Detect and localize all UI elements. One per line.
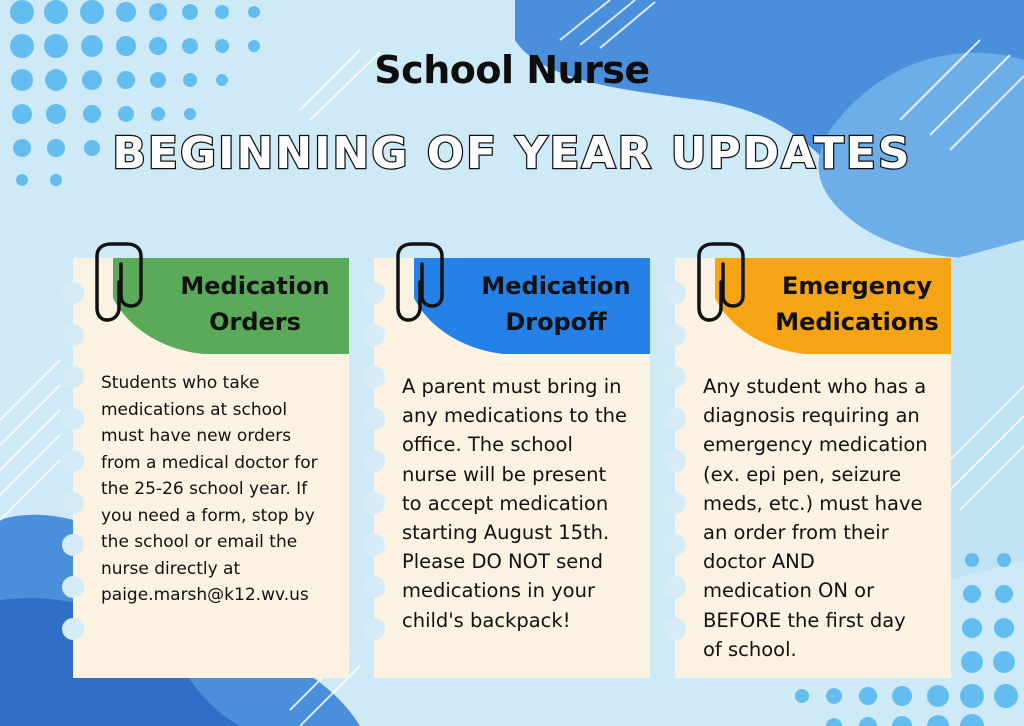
card-emergency-medications xyxy=(675,258,951,678)
card-title: Emergency Medications xyxy=(775,272,939,336)
paperclip-icon xyxy=(697,242,747,328)
page-subtitle: BEGINNING OF YEAR UPDATES xyxy=(112,128,912,179)
card-body: Students who take medications at school must have new orders from a medical doctor for the 25-26 school year. If you need a form, stop by the school or email the nurse directly at paige.marsh@k12.wv.us xyxy=(101,370,339,609)
email-link[interactable]: paige.marsh@k12.wv.us xyxy=(101,585,309,605)
card-title: Medication Orders xyxy=(180,272,330,336)
page-title: School Nurse xyxy=(374,48,650,92)
card-medication-dropoff xyxy=(374,258,650,678)
paperclip-icon xyxy=(396,242,446,328)
card-body: Any student who has a diagnosis requiring an emergency medication (ex. epi pen, seizure meds, etc.) must have an order from their doctor AND medication ON or BEFORE the first day of school. xyxy=(703,375,928,661)
paperclip-icon xyxy=(95,242,145,328)
card-title: Medication Dropoff xyxy=(481,272,631,336)
card-body: A parent must bring in any medications to the office. The school nurse will be present to accept medication starting August 15th. Please DO NOT send medications in your child's backpack! xyxy=(402,375,627,632)
card-medication-orders xyxy=(73,258,349,678)
